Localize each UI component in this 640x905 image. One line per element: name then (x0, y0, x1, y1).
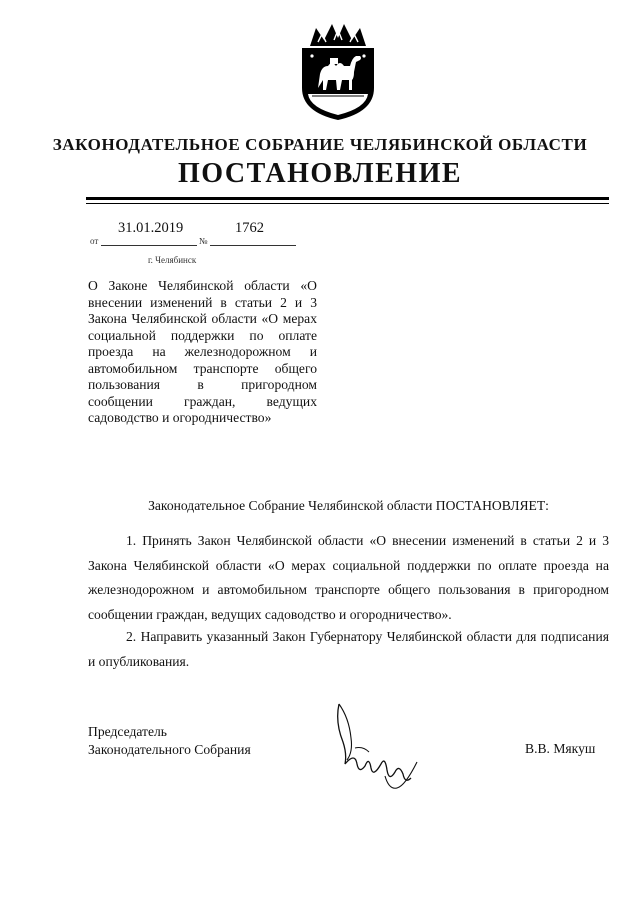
number-prefix-label: № (198, 236, 208, 246)
resolution-item-1: 1. Принять Закон Челябинской области «О внесении изменений в статьи 2 и 3 Закона Челябинской области «О мерах социальной поддержки по оплате проезда на железнодорожном и автомобильном транспорте общего пользования в пригородном сообщении граждан, ведущих садоводство и огородничество». (88, 533, 609, 622)
preamble: Законодательное Собрание Челябинской области ПОСТАНОВЛЯЕТ: (148, 498, 549, 513)
signatory-title (88, 723, 251, 759)
document-type-title: ПОСТАНОВЛЕНИЕ (177, 158, 463, 189)
signatory-title-line2: Законодательного Собрания (88, 742, 251, 757)
coat-of-arms-icon (292, 22, 384, 122)
number-underline (210, 237, 296, 246)
resolution-item-2: 2. Направить указанный Закон Губернатору Челябинской области для подписания и опубликования. (88, 629, 609, 669)
registration-form-line (90, 236, 296, 246)
organization-name: ЗАКОНОДАТЕЛЬНОЕ СОБРАНИЕ ЧЕЛЯБИНСКОЙ ОБЛАСТИ (52, 135, 588, 154)
signatory-title-line1: Председатель (88, 724, 167, 739)
registration-date: 31.01.2019 (118, 220, 184, 236)
date-underline (101, 237, 197, 246)
date-prefix-label: от (90, 236, 99, 246)
handwritten-signature-icon (325, 702, 425, 794)
header-divider-thick (86, 197, 609, 200)
signatory-name: В.В. Мякуш (525, 741, 596, 756)
city-label: г. Челябинск (148, 255, 197, 265)
header-divider-thin (86, 203, 609, 204)
document-subject: О Законе Челябинской области «О внесении изменений в статьи 2 и 3 Закона Челябинской области «О мерах социальной поддержки по оплате проезда на железнодорожном и автомобильном транспорте общего пользования в пригородном сообщении граждан, ведущих садоводство и огородничество» (88, 278, 317, 425)
registration-number: 1762 (235, 220, 264, 236)
